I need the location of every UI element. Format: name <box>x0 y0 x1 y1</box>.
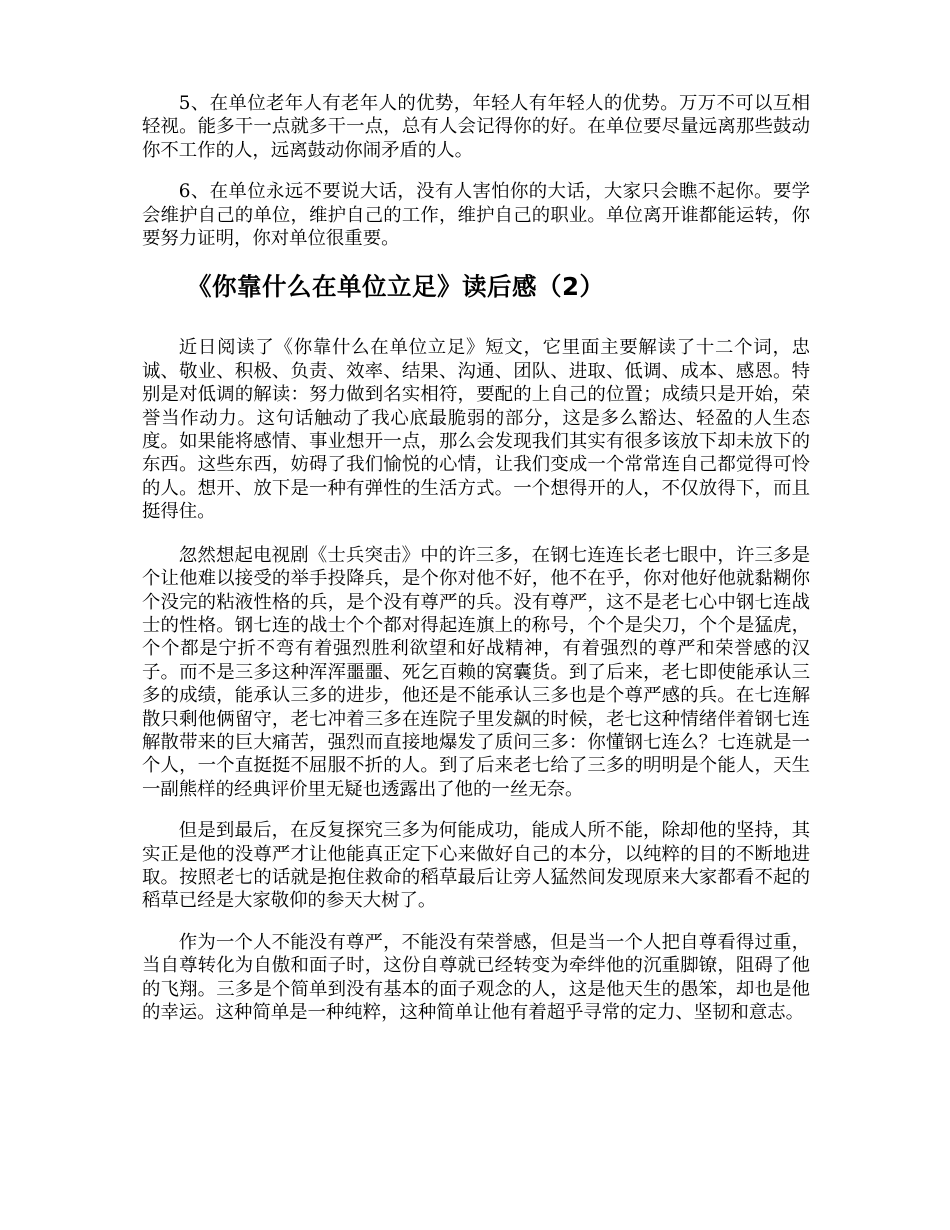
paragraph-reading-intro: 近日阅读了《你靠什么在单位立足》短文，它里面主要解读了十二个词，忠诚、敬业、积极、负责、效率、结果、沟通、团队、进取、低调、成本、感恩。特别是对低调的解读：努力做到名实相符，要配的上自己的位置；成绩只是开始，荣誉当作动力。这句话触动了我心底最脆弱的部分，这是多么豁达、轻盈的人生态度。如果能将感情、事业想开一点，那么会发现我们其实有很多该放下却未放下的东西。这些东西，妨碍了我们愉悦的心情，让我们变成一个常常连自己都觉得可怜的人。想开、放下是一种有弹性的生活方式。一个想得开的人，不仅放得下，而且挺得住。 <box>142 337 810 523</box>
paragraph-final-success: 但是到最后，在反复探究三多为何能成功，能成人所不能，除却他的坚持，其实正是他的没尊严才让他能真正定下心来做好自己的本分，以纯粹的目的不断地进取。按照老七的话就是抱住救命的稻草最后让旁人猛然间发现原来大家都看不起的稻草已经是大家敬仰的参天大树了。 <box>142 820 810 912</box>
paragraph-soldier-sortie: 忽然想起电视剧《士兵突击》中的许三多，在钢七连连长老七眼中，许三多是个让他难以接受的举手投降兵，是个你对他不好，他不在乎，你对他好他就黏糊你个没完的粘液性格的兵，是个没有尊严的兵。没有尊严，这不是老七心中钢七连战士的性格。钢七连的战士个个都对得起连旗上的称号，个个是尖刀，个个是猛虎，个个都是宁折不弯有着强烈胜利欲望和好战精神，有着强烈的尊严和荣誉感的汉子。而不是三多这种浑浑噩噩、死乞百赖的窝囊货。到了后来，老七即使能承认三多的成绩，能承认三多的进步，他还是不能承认三多也是个尊严感的兵。在七连解散只剩他俩留守，老七冲着三多在连院子里发飙的时候，老七这种情绪伴着钢七连解散带来的巨大痛苦，强烈而直接地爆发了质问三多：你懂钢七连么？七连就是一个人，一个直挺挺不屈服不折的人。到了后来老七给了三多的明明是个能人，天生一副熊样的经典评价里无疑也透露出了他的一丝无奈。 <box>142 544 810 800</box>
paragraph-dignity: 作为一个人不能没有尊严，不能没有荣誉感，但是当一个人把自尊看得过重，当自尊转化为自傲和面子时，这份自尊就已经转变为牵绊他的沉重脚镣，阻碍了他的飞翔。三多是个简单到没有基本的面子观念的人，这是他天生的愚笨，却也是他的幸运。这种简单是一种纯粹，这种简单让他有着超乎寻常的定力、坚韧和意志。 <box>142 931 810 1023</box>
document-title: 《你靠什么在单位立足》读后感（2） <box>187 272 605 302</box>
document-page <box>142 92 810 1024</box>
paragraph-6: 6、在单位永远不要说大话，没有人害怕你的大话，大家只会瞧不起你。要学会维护自己的单位，维护自己的工作，维护自己的职业。单位离开谁都能运转，你要努力证明，你对单位很重要。 <box>142 181 810 250</box>
paragraph-5: 5、在单位老年人有老年人的优势，年轻人有年轻人的优势。万万不可以互相轻视。能多干一点就多干一点，总有人会记得你的好。在单位要尽量远离那些鼓动你不工作的人，远离鼓动你闹矛盾的人。 <box>142 93 810 161</box>
